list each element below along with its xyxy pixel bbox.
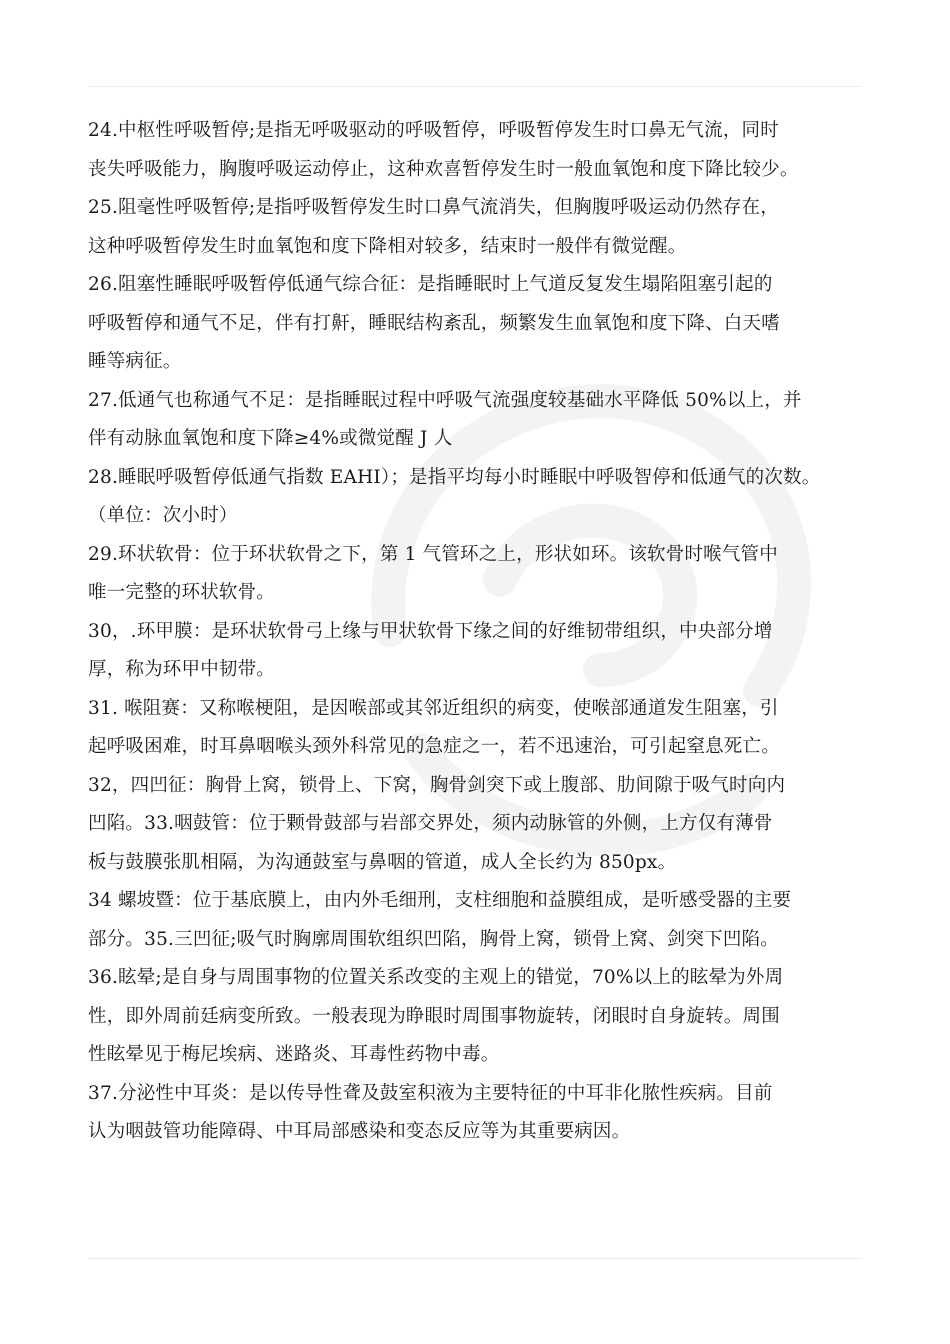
- text-line: 性，即外周前廷病变所致。一般表现为睁眼时周围事物旋转，闭眼时自身旋转。周围: [88, 1005, 780, 1027]
- text-line: 31. 喉阻赛：又称喉梗阻，是因喉部或其邻近组织的病变，使喉部通道发生阻塞，引: [88, 697, 779, 719]
- text-line: 板与鼓膜张肌相隔，为沟通鼓室与鼻咽的管道，成人全长约为 850px。: [88, 851, 677, 873]
- text-line: 唯一完整的环状软骨。: [88, 582, 276, 603]
- text-line: 起呼吸困难，时耳鼻咽喉头颈外科常见的急症之一，若不迅速治，可引起窒息死亡。: [88, 736, 780, 757]
- text-line: 34 螺坡暨：位于基底膜上，由内外毛细刑，支柱细胞和益膜组成，是听感受器的主要: [88, 890, 792, 911]
- text-line: 这种呼吸暂停发生时血氧饱和度下降相对较多，结束时一般伴有微觉醒。: [88, 235, 687, 257]
- text-line: 27.低通气也称通气不足：是指睡眠过程中呼吸气流强度较基础水平降低 50%以上，并: [88, 389, 802, 411]
- text-line: （单位：次小时）: [88, 505, 238, 526]
- text-line: 30，.环甲膜：是环状软骨弓上缘与甲状软骨下缘之间的好维韧带组织，中央部分增: [88, 620, 773, 642]
- text-line: 睡等病征。: [88, 351, 182, 372]
- text-line: 认为咽鼓管功能障碍、中耳局部感染和变态反应等为其重要病因。: [88, 1121, 631, 1142]
- text-line: 24.中枢性呼吸暂停;是指无呼吸驱动的呼吸暂停，呼吸暂停发生时口鼻无气流，同时: [88, 120, 779, 141]
- text-line: 29.环状软骨：位于环状软骨之下，第 1 气管环之上，形状如环。该软骨时喉气管中: [88, 543, 778, 565]
- text-line: 呼吸暂停和通气不足，伴有打鼾，睡眠结构紊乱，频繁发生血氧饱和度下降、白天嗜: [88, 312, 780, 334]
- footer-rule: [88, 1258, 862, 1259]
- text-line: 37.分泌性中耳炎：是以传导性聋及鼓室积液为主要特征的中耳非化脓性疾病。目前: [88, 1082, 773, 1104]
- text-line: 25.阻毫性呼吸暂停;是指呼吸暂停发生时口鼻气流消失，但胸腹呼吸运动仍然存在，: [88, 197, 779, 218]
- text-line: 伴有动脉血氧饱和度下降≥4%或微觉醒 J 人: [88, 428, 453, 449]
- text-line: 36.眩晕;是自身与周围事物的位置关系改变的主观上的错觉，70%以上的眩晕为外周: [88, 967, 784, 988]
- text-line: 部分。35.三凹征;吸气时胸廓周围软组织凹陷，胸骨上窝，锁骨上窝、剑突下凹陷。: [88, 928, 779, 950]
- text-line: 28.睡眠呼吸暂停低通气指数 EAHI）；是指平均每小时睡眠中呼吸智停和低通气的次数。: [88, 466, 821, 488]
- text-line: 性眩晕见于梅尼埃病、迷路炎、耳毒性药物中毒。: [88, 1044, 500, 1065]
- header-rule: [88, 86, 862, 87]
- text-line: 32，四凹征：胸骨上窝，锁骨上、下窝，胸骨剑突下或上腹部、肋间隙于吸气时向内: [88, 774, 786, 796]
- text-line: 厚，称为环甲中韧带。: [88, 659, 276, 680]
- text-line: 26.阻塞性睡眠呼吸暂停低通气综合征：是指睡眠时上气道反复发生塌陷阻塞引起的: [88, 274, 773, 295]
- document-body: [88, 112, 868, 1152]
- text-line: 凹陷。33.咽鼓管：位于颗骨鼓部与岩部交界处，须内动脉管的外侧，上方仅有薄骨: [88, 813, 773, 834]
- text-line: 丧失呼吸能力，胸腹呼吸运动停止，这种欢喜暂停发生时一般血氧饱和度下降比较少。: [88, 158, 799, 180]
